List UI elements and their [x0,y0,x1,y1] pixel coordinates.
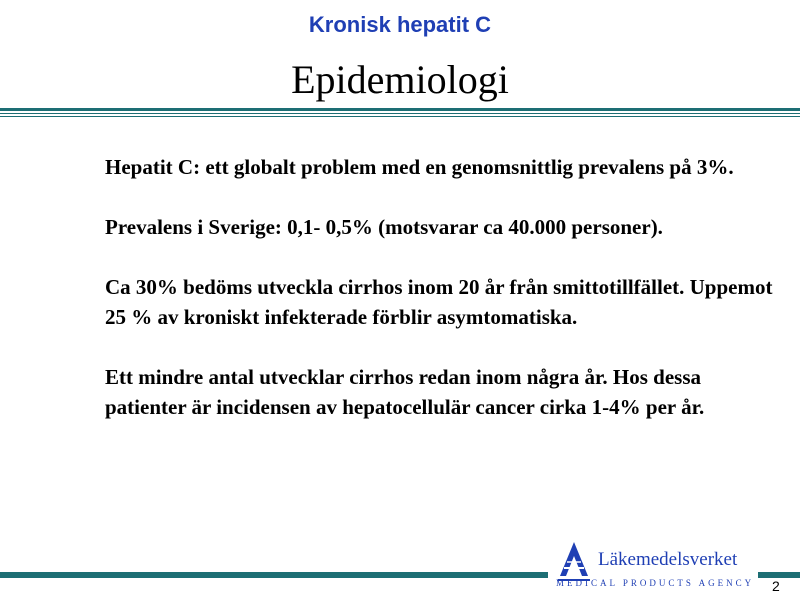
slide-title: Epidemiologi [291,57,509,102]
agency-logo [548,540,758,592]
paragraph-sweden-prevalence: Prevalens i Sverige: 0,1- 0,5% (motsvarar ca 40.000 personer). [105,215,663,239]
paragraph-global-prevalence: Hepatit C: ett globalt problem med en genomsnittlig prevalens på 3%. [105,155,734,179]
slide-body [105,152,775,422]
page-number: 2 [772,578,780,594]
logo-name: Läkemedelsverket [598,549,738,570]
header-divider-thin-2 [0,116,800,117]
paragraph-cancer-incidence: Ett mindre antal utvecklar cirrhos redan inom några år. Hos dessa patienter är incidensen av hepatocellulär cancer cirka 1-4% per år. [105,365,705,419]
header-divider-thick [0,108,800,111]
slide-supertitle: Kronisk hepatit C [308,12,492,37]
paragraph-cirrhosis-risk: Ca 30% bedöms utveckla cirrhos inom 20 år från smittotillfället. Uppemot 25 % av kroniskt infekterade förblir asymtomatiska. [105,275,773,329]
header-divider-thin-1 [0,113,800,114]
logo-subtitle: MEDICAL PRODUCTS AGENCY [556,578,755,588]
